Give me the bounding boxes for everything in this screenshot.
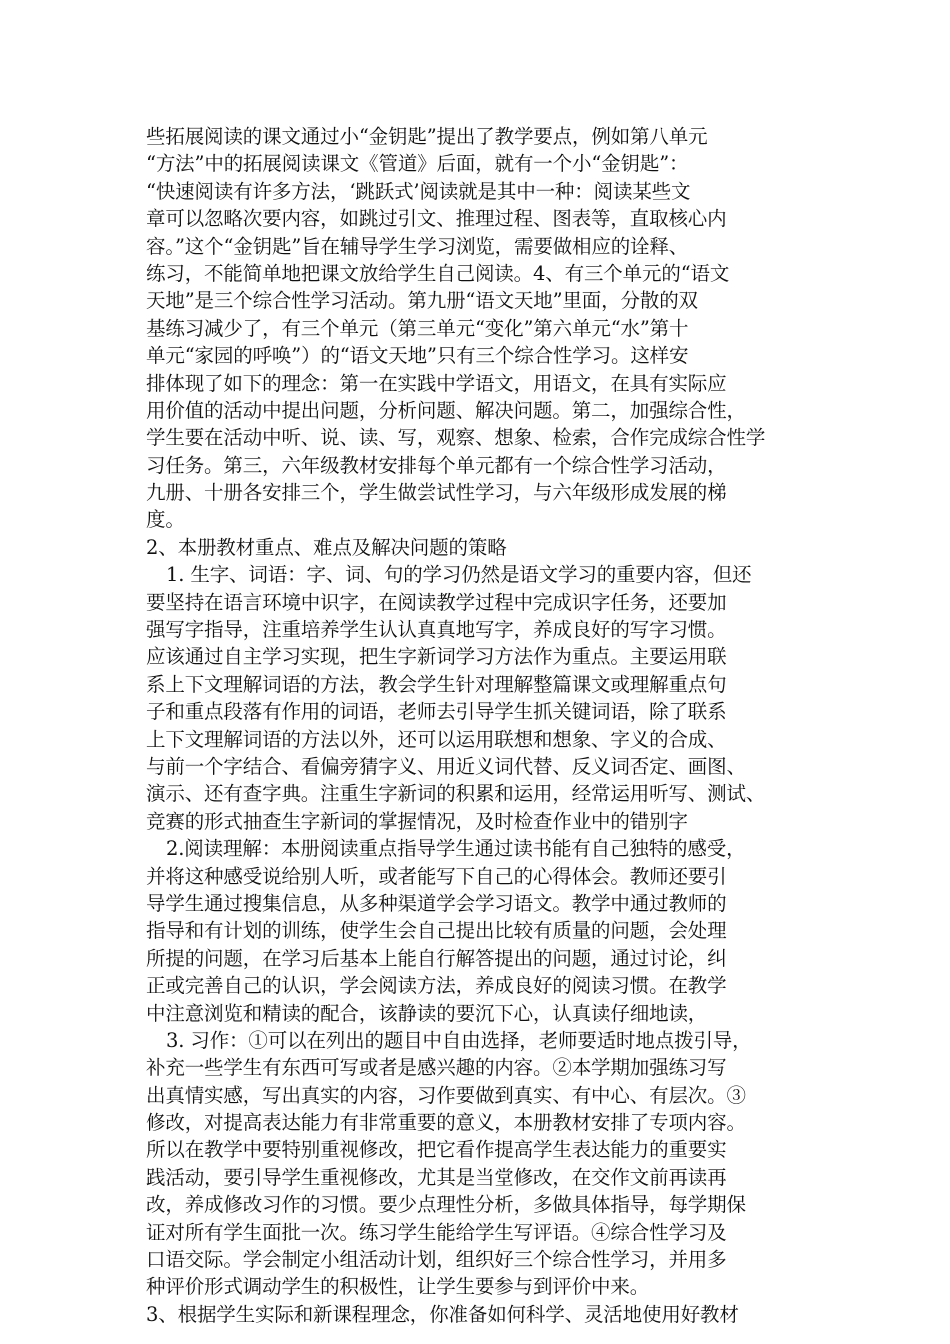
text-line: 并将这种感受说给别人听，或者能写下自己的心得体会。教师还要引: [146, 864, 727, 888]
text-line: 演示、还有查字典。注重生字新词的积累和运用，经常运用听写、测试、: [146, 782, 766, 806]
text-line: 习任务。第三，六年级教材安排每个单元都有一个综合性学习活动，: [146, 453, 727, 477]
text-line: “方法”中的拓展阅读课文《管道》后面，就有一个小“金钥匙”：: [146, 152, 689, 176]
text-line: 应该通过自主学习实现，把生字新词学习方法作为重点。主要运用联: [146, 645, 727, 669]
text-line: 竞赛的形式抽查生字新词的掌握情况，及时检查作业中的错别字: [146, 809, 688, 833]
text-line: 口语交际。学会制定小组活动计划，组织好三个综合性学习，并用多: [146, 1248, 727, 1272]
text-line: 种评价形式调动学生的积极性，让学生要参与到评价中来。: [146, 1275, 650, 1299]
text-line: 强写字指导，注重培养学生认认真真地写字，养成良好的写字习惯。: [146, 618, 727, 642]
text-line: 修改，对提高表达能力有非常重要的意义，本册教材安排了专项内容。: [146, 1111, 746, 1135]
text-line: 章可以忽略次要内容，如跳过引文、推理过程、图表等，直取核心内: [146, 207, 727, 231]
text-line: 容。”这个“金钥匙”旨在辅导学生学习浏览，需要做相应的诠释、: [146, 234, 689, 258]
text-line: 2.阅读理解：本册阅读重点指导学生通过读书能有自己独特的感受，: [166, 837, 746, 861]
text-line: 系上下文理解词语的方法，教会学生针对理解整篇课文或理解重点句: [146, 672, 727, 696]
text-line: 1. 生字、词语：字、词、句的学习仍然是语文学习的重要内容，但还: [166, 563, 752, 587]
text-line: 单元“家园的呼唤”）的“语文天地”只有三个综合性学习。这样安: [146, 344, 689, 368]
text-line: 基练习减少了，有三个单元（第三单元“变化”第六单元“水”第十: [146, 316, 689, 340]
text-line: 中注意浏览和精读的配合，该静读的要沉下心，认真读仔细地读，: [146, 1001, 708, 1025]
text-line: 排体现了如下的理念：第一在实践中学语文，用语文，在具有实际应: [146, 371, 727, 395]
section-heading: 2、本册教材重点、难点及解决问题的策略: [146, 535, 507, 559]
text-line: 用价值的活动中提出问题，分析问题、解决问题。第二，加强综合性，: [146, 398, 746, 422]
text-line: 3. 习作：①可以在列出的题目中自由选择，老师要适时地点拨引导，: [166, 1028, 752, 1052]
text-line: 与前一个字结合、看偏旁猜字义、用近义词代替、反义词否定、画图、: [146, 754, 746, 778]
section-heading: 3、根据学生实际和新课程理念，你准备如何科学、灵活地使用好教材: [146, 1302, 739, 1326]
text-line: 天地”是三个综合性学习活动。第九册“语文天地”里面，分散的双: [146, 289, 698, 313]
text-line: 子和重点段落有作用的词语，老师去引导学生抓关键词语，除了联系: [146, 700, 727, 724]
text-line: 证对所有学生面批一次。练习学生能给学生写评语。④综合性学习及: [146, 1220, 727, 1244]
text-line: 上下文理解词语的方法以外，还可以运用联想和想象、字义的合成、: [146, 727, 727, 751]
text-line: 出真情实感，写出真实的内容，习作要做到真实、有中心、有层次。③: [146, 1083, 746, 1107]
text-line: “快速阅读有许多方法，‘跳跃式’阅读就是其中一种：阅读某些文: [146, 179, 691, 203]
text-line: 所以在教学中要特别重视修改，把它看作提高学生表达能力的重要实: [146, 1138, 727, 1162]
text-line: 学生要在活动中听、说、读、写，观察、想象、检索，合作完成综合性学: [146, 426, 766, 450]
text-line: 践活动，要引导学生重视修改，尤其是当堂修改，在交作文前再读再: [146, 1165, 727, 1189]
text-line: 补充一些学生有东西可写或者是感兴趣的内容。②本学期加强练习写: [146, 1056, 727, 1080]
text-line: 要坚持在语言环境中识字，在阅读教学过程中完成识字任务，还要加: [146, 590, 727, 614]
text-line: 改，养成修改习作的习惯。要少点理性分析，多做具体指导，每学期保: [146, 1193, 746, 1217]
text-line: 所提的问题，在学习后基本上能自行解答提出的问题，通过讨论，纠: [146, 946, 727, 970]
document-body: [146, 123, 806, 1328]
text-line: 度。: [146, 508, 185, 532]
text-line: 正或完善自己的认识，学会阅读方法，养成良好的阅读习惯。在教学: [146, 974, 727, 998]
text-line: 导学生通过搜集信息，从多种渠道学会学习语文。教学中通过教师的: [146, 891, 727, 915]
text-line: 九册、十册各安排三个，学生做尝试性学习，与六年级形成发展的梯: [146, 481, 727, 505]
text-line: 些拓展阅读的课文通过小“金钥匙”提出了教学要点，例如第八单元: [146, 125, 708, 148]
text-line: 指导和有计划的训练，使学生会自己提出比较有质量的问题，会处理: [146, 919, 727, 943]
text-line: 练习，不能简单地把课文放给学生自己阅读。4、有三个单元的“语文: [146, 261, 730, 285]
